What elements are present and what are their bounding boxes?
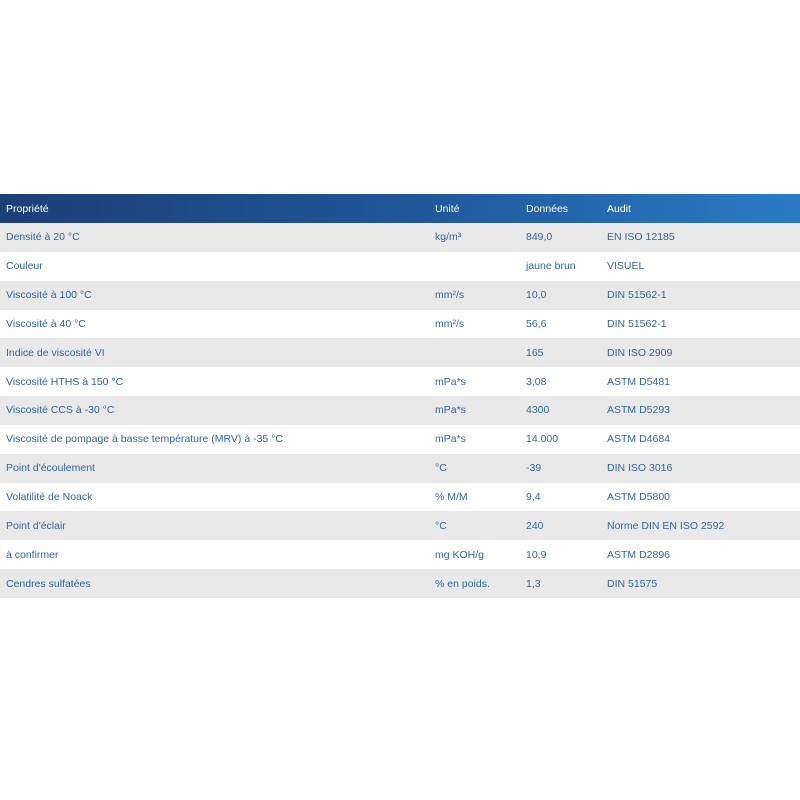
cell-audit: ASTM D5293 (607, 404, 671, 417)
table-header (0, 194, 800, 223)
cell-unit (429, 338, 520, 367)
cell-property: Viscosité à 100 °C (6, 289, 92, 302)
cell-value: 56,6 (526, 317, 547, 330)
cell-unit (429, 252, 520, 281)
header-unit: Unité (435, 202, 460, 215)
table-row (0, 396, 800, 425)
cell-property: Cendres sulfatées (6, 577, 91, 590)
cell-unit: mPa*s (435, 375, 466, 388)
cell-audit: ASTM D2896 (607, 548, 671, 561)
table-row (0, 281, 800, 310)
cell-property: Indice de viscosité VI (6, 346, 105, 359)
cell-audit: DIN ISO 2909 (607, 346, 673, 359)
table-row (0, 540, 800, 569)
cell-value: 849,0 (526, 231, 553, 244)
cell-property: Point d'éclair (6, 519, 66, 532)
cell-value: 240 (526, 519, 544, 532)
cell-unit: % M/M (435, 491, 468, 504)
cell-value: 10,0 (526, 289, 547, 302)
table-row (0, 425, 800, 454)
cell-audit: DIN ISO 3016 (607, 462, 673, 475)
table-row (0, 367, 800, 396)
cell-audit: ASTM D4684 (607, 433, 671, 446)
cell-audit: ASTM D5800 (607, 491, 671, 504)
cell-property: Couleur (6, 260, 43, 273)
cell-value: 3,08 (526, 375, 547, 388)
table-row (0, 223, 800, 252)
table-body (0, 223, 800, 598)
cell-value: -39 (526, 462, 542, 475)
table-row (0, 454, 800, 483)
cell-audit: VISUEL (607, 260, 645, 273)
cell-unit: mPa*s (435, 433, 466, 446)
cell-value: 4300 (526, 404, 550, 417)
spec-table (0, 194, 800, 598)
cell-property: Viscosité HTHS à 150 °C (6, 375, 124, 388)
cell-audit: Norme DIN EN ISO 2592 (607, 519, 725, 532)
cell-value: 9,4 (526, 491, 541, 504)
table-row (0, 310, 800, 339)
cell-audit: EN ISO 12185 (607, 231, 675, 244)
cell-value: jaune brun (526, 260, 576, 273)
cell-audit: ASTM D5481 (607, 375, 671, 388)
table-row (0, 511, 800, 540)
cell-property: à confirmer (6, 548, 59, 561)
cell-property: Viscosité de pompage à basse température (MRV) à -35 °C (6, 433, 283, 446)
table-row (0, 483, 800, 512)
header-property: Propriété (6, 202, 49, 215)
cell-unit: % en poids. (435, 577, 490, 590)
cell-value: 165 (526, 346, 544, 359)
cell-value: 10,9 (526, 548, 547, 561)
cell-value: 14.000 (526, 433, 559, 446)
cell-property: Point d'écoulement (6, 462, 95, 475)
header-data: Données (526, 202, 569, 215)
table-row (0, 569, 800, 598)
cell-property: Viscosité CCS à -30 °C (6, 404, 115, 417)
table-row (0, 338, 800, 367)
header-audit: Audit (607, 202, 631, 215)
cell-property: Viscosité à 40 °C (6, 317, 86, 330)
cell-unit: mg KOH/g (435, 548, 485, 561)
cell-property: Densité à 20 °C (6, 231, 80, 244)
cell-unit: mPa*s (435, 404, 466, 417)
cell-value: 1,3 (526, 577, 541, 590)
cell-audit: DIN 51575 (607, 577, 658, 590)
cell-audit: DIN 51562-1 (607, 317, 667, 330)
header-row (0, 194, 800, 223)
cell-unit: kg/m³ (435, 231, 462, 244)
cell-property: Volatilité de Noack (6, 491, 93, 504)
cell-unit: mm²/s (435, 289, 465, 302)
cell-unit: °C (435, 462, 447, 475)
table-row (0, 252, 800, 281)
cell-audit: DIN 51562-1 (607, 289, 667, 302)
cell-unit: mm²/s (435, 317, 465, 330)
cell-unit: °C (435, 519, 447, 532)
